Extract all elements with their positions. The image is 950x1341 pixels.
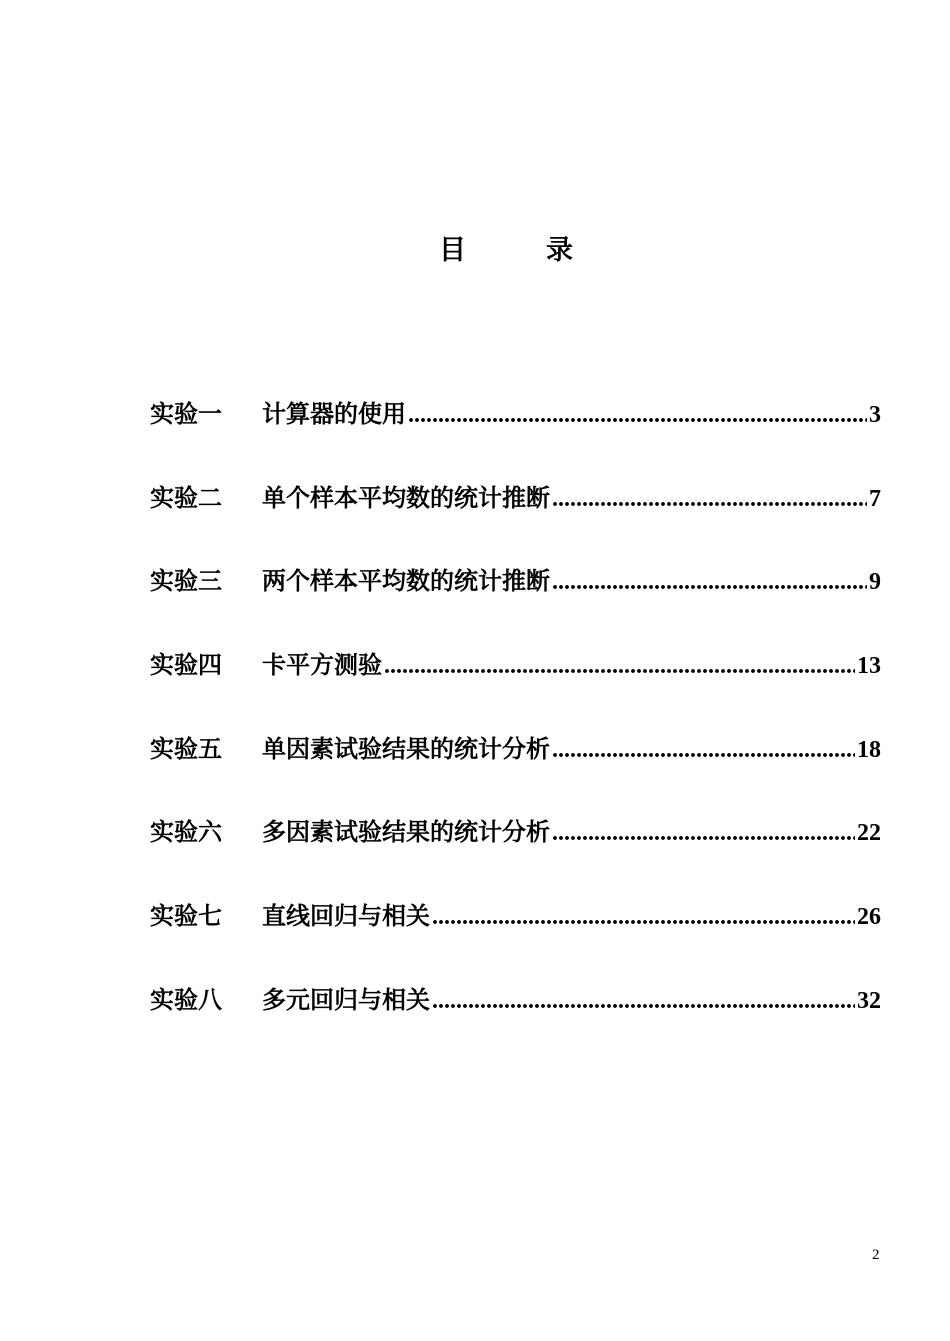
toc-entry-title: 两个样本平均数的统计推断 [262,566,550,596]
toc-list [150,394,881,1064]
toc-entry-title: 多因素试验结果的统计分析 [262,817,550,847]
toc-entry-4[interactable] [150,645,881,687]
toc-entry-title: 卡平方测验 [262,650,382,680]
toc-entry-7[interactable] [150,896,881,938]
toc-entry-6[interactable] [150,812,881,854]
toc-entry-page: 3 [869,402,881,428]
toc-leader-dots [432,988,855,1015]
toc-heading-char-2: 录 [546,235,573,266]
toc-leader-dots [552,486,867,513]
toc-entry-title: 单个样本平均数的统计推断 [262,482,550,512]
toc-entry-title: 单因素试验结果的统计分析 [262,733,550,763]
toc-entry-label: 实验四 [150,650,222,680]
toc-entry-page: 32 [857,987,881,1014]
toc-entry-label: 实验二 [150,482,222,512]
toc-entry-label: 实验六 [150,817,222,847]
toc-leader-dots [408,402,867,429]
toc-leader-dots [552,569,867,596]
toc-entry-label: 实验八 [150,984,222,1014]
page-number: 2 [872,1247,880,1263]
toc-entry-page: 18 [857,736,881,763]
toc-entry-page: 13 [857,653,881,680]
toc-entry-1[interactable] [150,394,881,436]
toc-leader-dots [384,653,855,680]
toc-entry-label: 实验一 [150,399,222,428]
toc-leader-dots [552,737,855,764]
toc-heading [0,228,950,268]
toc-entry-page: 7 [869,485,881,512]
toc-entry-label: 实验七 [150,901,222,931]
toc-leader-dots [432,904,855,931]
toc-entry-page: 26 [857,904,881,931]
toc-entry-5[interactable] [150,729,881,771]
toc-leader-dots [552,820,855,847]
toc-entry-8[interactable] [150,980,881,1022]
toc-entry-3[interactable] [150,561,881,603]
toc-entry-title: 直线回归与相关 [262,901,430,931]
toc-entry-page: 9 [869,569,881,596]
toc-entry-label: 实验五 [150,733,222,763]
toc-entry-label: 实验三 [150,566,222,596]
toc-entry-title: 多元回归与相关 [262,984,430,1014]
toc-heading-char-1: 目 [439,235,466,266]
toc-entry-2[interactable] [150,478,881,520]
toc-entry-page: 22 [857,820,881,847]
toc-entry-title: 计算器的使用 [262,399,406,428]
